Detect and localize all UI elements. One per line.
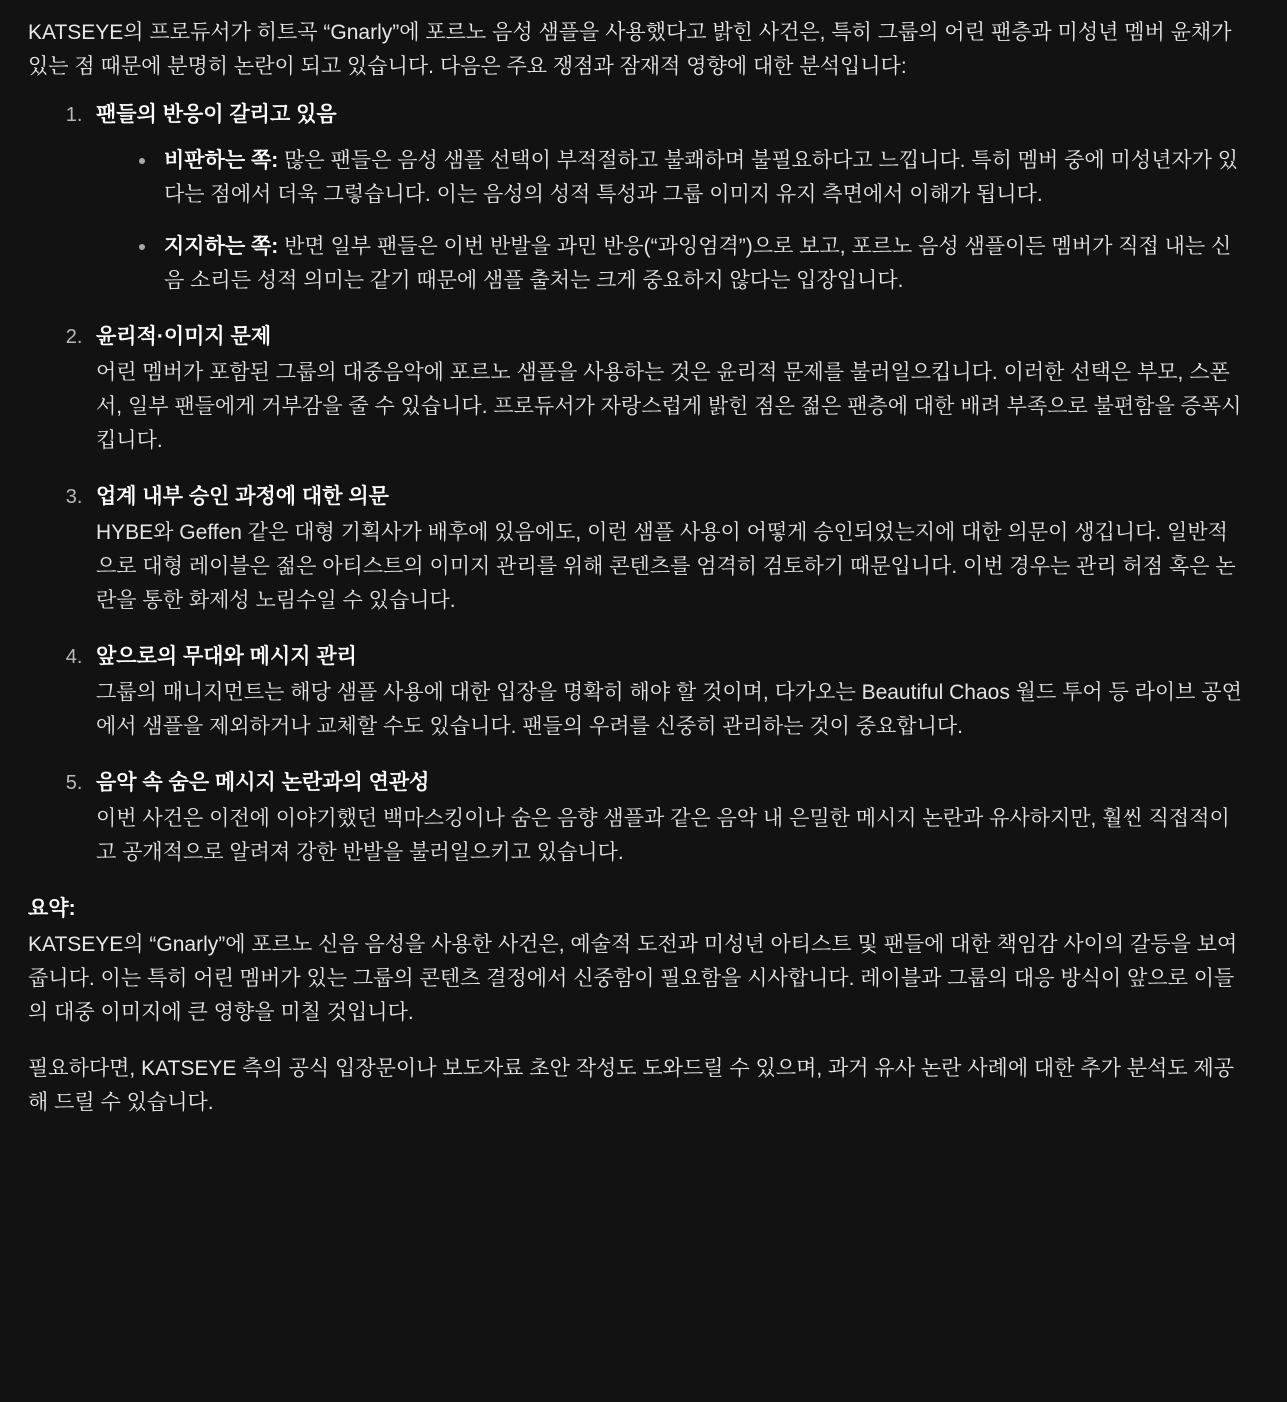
list-item-title: 1. 팬들의 반응이 갈리고 있음	[96, 103, 337, 127]
summary-label: 요약:	[28, 897, 76, 921]
sub-item-label: 지지하는 쪽:	[164, 235, 279, 259]
intro-paragraph: KATSEYE의 프로듀서가 히트곡 “Gnarly”에 포르노 음성 샘플을 사용했다고 밝힌 사건은, 특히 그룹의 어린 팬층과 미성년 멤버 윤채가 있는 점 때문에 분명히 논란이 되고 있습니다. 다음은 주요 쟁점과 잠재적 영향에 대한 분석입니다:	[28, 21, 1232, 79]
list-item-body: HYBE와 Geffen 같은 대형 기획사가 배후에 있음에도, 이런 샘플 사용이 어떻게 승인되었는지에 대한 의문이 생깁니다. 일반적으로 대형 레이블은 젊은 아티스트의 이미지 관리를 위해 콘텐츠를 엄격히 검토하기 때문입니다. 이번 경우는 관리 허점 혹은 논란을 통한 화제성 노림수일 수 있습니다.	[96, 521, 1236, 613]
sub-list	[96, 144, 1243, 298]
list-item-title: 3. 업계 내부 승인 과정에 대한 의문	[96, 485, 389, 509]
list-item	[88, 320, 1243, 458]
list-item	[88, 640, 1243, 744]
list-item-title: 2. 윤리적·이미지 문제	[96, 325, 272, 349]
list-item	[88, 766, 1243, 870]
list-item	[88, 98, 1243, 298]
list-item-body: 어린 멤버가 포함된 그룹의 대중음악에 포르노 샘플을 사용하는 것은 윤리적 문제를 불러일으킵니다. 이러한 선택은 부모, 스폰서, 일부 팬들에게 거부감을 줄 수 있습니다. 프로듀서가 자랑스럽게 밝힌 점은 젊은 팬층에 대한 배려 부족으로 불편함을 증폭시킵니다.	[96, 361, 1242, 453]
sub-list-item	[158, 230, 1243, 298]
sub-item-label: 비판하는 쪽:	[164, 149, 279, 173]
sub-item-text: 많은 팬들은 음성 샘플 선택이 부적절하고 불쾌하며 불필요하다고 느낍니다. 특히 멤버 중에 미성년자가 있다는 점에서 더욱 그렇습니다. 이는 음성의 성적 특성과 그룹 이미지 유지 측면에서 이해가 됩니다.	[164, 149, 1239, 207]
sub-item-text: 반면 일부 팬들은 이번 반발을 과민 반응(“과잉엄격”)으로 보고, 포르노 음성 샘플이든 멤버가 직접 내는 신음 소리든 성적 의미는 같기 때문에 샘플 출처는 크게 중요하지 않다는 입장입니다.	[164, 235, 1232, 293]
list-item-body: 그룹의 매니지먼트는 해당 샘플 사용에 대한 입장을 명확히 해야 할 것이며, 다가오는 Beautiful Chaos 월드 투어 등 라이브 공연에서 샘플을 제외하거나 교체할 수도 있습니다. 팬들의 우려를 신중히 관리하는 것이 중요합니다.	[96, 681, 1242, 739]
list-item-title: 5. 음악 속 숨은 메시지 논란과의 연관성	[96, 771, 430, 795]
list-item-title: 4. 앞으로의 무대와 메시지 관리	[96, 645, 357, 669]
closing-paragraph: 필요하다면, KATSEYE 측의 공식 입장문이나 보도자료 초안 작성도 도와드릴 수 있으며, 과거 유사 논란 사례에 대한 추가 분석도 제공해 드릴 수 있습니다.	[28, 1057, 1235, 1115]
numbered-list	[28, 98, 1243, 870]
list-item-body: 이번 사건은 이전에 이야기했던 백마스킹이나 숨은 음향 샘플과 같은 음악 내 은밀한 메시지 논란과 유사하지만, 훨씬 직접적이고 공개적으로 알려져 강한 반발을 불러일으키고 있습니다.	[96, 807, 1230, 865]
list-item	[88, 480, 1243, 618]
sub-list-item	[158, 144, 1243, 212]
summary-paragraph: KATSEYE의 “Gnarly”에 포르노 신음 음성을 사용한 사건은, 예술적 도전과 미성년 아티스트 및 팬들에 대한 책임감 사이의 갈등을 보여줍니다. 이는 특히 어린 멤버가 있는 그룹의 콘텐츠 결정에서 신중함이 필요함을 시사합니다. 레이블과 그룹의 대응 방식이 앞으로 이들의 대중 이미지에 큰 영향을 미칠 것입니다.	[28, 933, 1238, 1025]
